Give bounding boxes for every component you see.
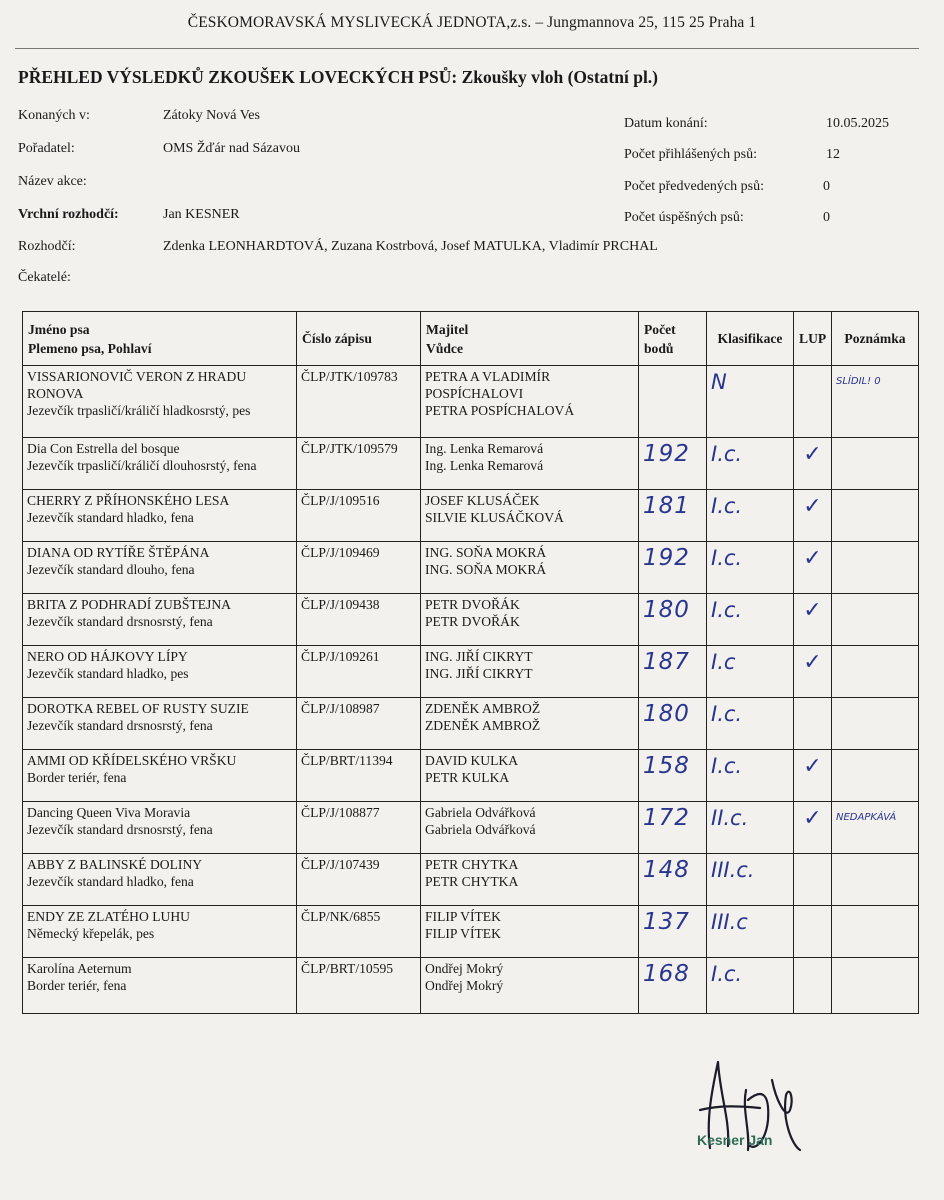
- registration-number: ČLP/J/108987: [297, 698, 421, 750]
- points-cell: [639, 906, 707, 958]
- presented-label: Počet předvedených psů:: [624, 179, 764, 194]
- note-cell: [832, 854, 919, 906]
- handler-name: PETRA POSPÍCHALOVÁ: [425, 403, 575, 418]
- points-value: 172: [643, 805, 690, 831]
- chief-judge-value: Jan KESNER: [163, 207, 240, 222]
- owner-name: PETR CHYTKA: [425, 857, 519, 872]
- col-header-name-line2: Plemeno psa, Pohlaví: [28, 340, 152, 356]
- table-row: [23, 366, 919, 438]
- owner-cell: [421, 438, 639, 490]
- dog-cell: [23, 438, 297, 490]
- classification-value: I.c.: [711, 962, 743, 986]
- dog-cell: [23, 542, 297, 594]
- col-header-points-line2: bodů: [644, 340, 674, 356]
- dog-name: NERO OD HÁJKOVY LÍPY: [27, 649, 188, 664]
- owner-cell: [421, 958, 639, 1014]
- owner-name: Ondřej Mokrý: [425, 961, 504, 976]
- points-value: 181: [643, 493, 690, 519]
- col-header-owner: [421, 312, 639, 366]
- table-row: [23, 490, 919, 542]
- dog-name: DOROTKA REBEL OF RUSTY SUZIE: [27, 701, 249, 716]
- col-header-name: [23, 312, 297, 366]
- dog-name: CHERRY Z PŘÍHONSKÉHO LESA: [27, 493, 230, 508]
- col-header-lup: LUP: [794, 312, 832, 366]
- dog-name: Dia Con Estrella del bosque: [27, 441, 180, 456]
- classification-cell: [707, 646, 794, 698]
- points-value: 187: [643, 649, 690, 675]
- points-cell: [639, 438, 707, 490]
- dog-breed: Německý křepelák, pes: [27, 926, 155, 941]
- owner-cell: [421, 750, 639, 802]
- owner-name: Gabriela Odvářková: [425, 805, 536, 820]
- points-value: 192: [643, 441, 690, 467]
- organizer-value: OMS Žďár nad Sázavou: [163, 141, 300, 156]
- dog-breed: Jezevčík standard dlouho, fena: [27, 562, 195, 577]
- dog-cell: [23, 958, 297, 1014]
- chief-judge-label: Vrchní rozhodčí:: [18, 207, 119, 222]
- points-cell: [639, 854, 707, 906]
- owner-name: DAVID KULKA: [425, 753, 519, 768]
- dog-name: ENDY ZE ZLATÉHO LUHU: [27, 909, 190, 924]
- owner-cell: [421, 854, 639, 906]
- classification-cell: [707, 750, 794, 802]
- points-cell: [639, 366, 707, 438]
- registration-number: ČLP/J/109469: [297, 542, 421, 594]
- dog-name: AMMI OD KŘÍDELSKÉHO VRŠKU: [27, 753, 237, 768]
- dog-cell: [23, 750, 297, 802]
- owner-cell: [421, 906, 639, 958]
- dog-name: Karolína Aeternum: [27, 961, 132, 976]
- dog-breed: Jezevčík standard drsnosrstý, fena: [27, 718, 213, 733]
- owner-name: PETRA A VLADIMÍR POSPÍCHALOVI: [425, 369, 551, 401]
- handler-name: PETR DVOŘÁK: [425, 614, 520, 629]
- lup-check: ✓: [803, 650, 822, 675]
- signature-stamp: Kesner Jan: [697, 1132, 773, 1148]
- dog-breed: Jezevčík standard hladko, fena: [27, 874, 194, 889]
- classification-value: I.c.: [711, 598, 743, 622]
- handler-name: PETR KULKA: [425, 770, 510, 785]
- dog-breed: Jezevčík standard drsnosrstý, fena: [27, 822, 213, 837]
- lup-cell: [794, 958, 832, 1014]
- points-cell: [639, 594, 707, 646]
- handler-name: Gabriela Odvářková: [425, 822, 536, 837]
- owner-cell: [421, 594, 639, 646]
- date-label: Datum konání:: [624, 116, 708, 131]
- candidates-label: Čekatelé:: [18, 270, 71, 285]
- lup-check: ✓: [803, 546, 822, 571]
- col-header-name-line1: Jméno psa: [28, 321, 90, 337]
- classification-value: I.c.: [711, 546, 743, 570]
- owner-name: JOSEF KLUSÁČEK: [425, 493, 540, 508]
- owner-cell: [421, 698, 639, 750]
- table-row: [23, 906, 919, 958]
- handler-name: ZDENĚK AMBROŽ: [425, 718, 541, 733]
- points-value: 168: [643, 961, 690, 987]
- registration-number: ČLP/J/109516: [297, 490, 421, 542]
- registration-number: ČLP/NK/6855: [297, 906, 421, 958]
- handler-name: SILVIE KLUSÁČKOVÁ: [425, 510, 564, 525]
- col-header-owner-line1: Majitel: [426, 321, 469, 337]
- registration-number: ČLP/BRT/11394: [297, 750, 421, 802]
- handler-name: Ing. Lenka Remarová: [425, 458, 544, 473]
- dog-breed: Jezevčík trpasličí/králičí hladkosrstý, pes: [27, 403, 251, 418]
- owner-cell: [421, 490, 639, 542]
- note-cell: [832, 438, 919, 490]
- classification-value: III.c.: [711, 858, 755, 882]
- note-cell: [832, 366, 919, 438]
- classification-cell: [707, 698, 794, 750]
- dog-breed: Jezevčík standard hladko, fena: [27, 510, 194, 525]
- classification-cell: [707, 906, 794, 958]
- lup-check: ✓: [803, 806, 822, 831]
- table-row: [23, 802, 919, 854]
- handler-name: PETR CHYTKA: [425, 874, 519, 889]
- lup-cell: [794, 366, 832, 438]
- owner-cell: [421, 366, 639, 438]
- registration-number: ČLP/J/109438: [297, 594, 421, 646]
- results-table: [22, 311, 919, 1014]
- classification-cell: [707, 594, 794, 646]
- dog-cell: [23, 646, 297, 698]
- dog-cell: [23, 906, 297, 958]
- classification-cell: [707, 802, 794, 854]
- judges-label: Rozhodčí:: [18, 239, 76, 254]
- points-value: 192: [643, 545, 690, 571]
- note-cell: [832, 906, 919, 958]
- classification-cell: [707, 490, 794, 542]
- points-value: 180: [643, 597, 690, 623]
- note-value: NEDAPKÁVÁ: [836, 812, 897, 823]
- classification-cell: [707, 366, 794, 438]
- note-cell: [832, 490, 919, 542]
- note-cell: [832, 542, 919, 594]
- lup-cell: [794, 594, 832, 646]
- venue-value: Zátoky Nová Ves: [163, 108, 260, 123]
- dog-cell: [23, 698, 297, 750]
- col-header-classification: Klasifikace: [707, 312, 794, 366]
- lup-cell: [794, 750, 832, 802]
- table-row: [23, 646, 919, 698]
- classification-cell: [707, 958, 794, 1014]
- handler-name: Ondřej Mokrý: [425, 978, 504, 993]
- registration-number: ČLP/JTK/109783: [297, 366, 421, 438]
- dog-breed: Jezevčík trpasličí/králičí dlouhosrstý, fena: [27, 458, 257, 473]
- organizer-label: Pořadatel:: [18, 141, 75, 156]
- handler-name: FILIP VÍTEK: [425, 926, 501, 941]
- handler-name: ING. JIŘÍ CIKRYT: [425, 666, 533, 681]
- registration-number: ČLP/J/108877: [297, 802, 421, 854]
- owner-cell: [421, 802, 639, 854]
- owner-cell: [421, 646, 639, 698]
- dog-breed: Border teriér, fena: [27, 770, 127, 785]
- dog-name: Dancing Queen Viva Moravia: [27, 805, 191, 820]
- owner-name: ING. SOŇA MOKRÁ: [425, 545, 547, 560]
- classification-value: N: [711, 370, 727, 394]
- page-title: PŘEHLED VÝSLEDKŮ ZKOUŠEK LOVECKÝCH PSŮ: Zkoušky vloh (Ostatní pl.): [18, 67, 659, 87]
- lup-check: ✓: [803, 494, 822, 519]
- dog-name: BRITA Z PODHRADÍ ZUBŠTEJNA: [27, 597, 231, 612]
- table-row: [23, 750, 919, 802]
- note-cell: [832, 646, 919, 698]
- owner-name: ZDENĚK AMBROŽ: [425, 701, 541, 716]
- note-cell: [832, 698, 919, 750]
- dog-name: VISSARIONOVIČ VERON Z HRADU RONOVA: [27, 369, 247, 401]
- points-cell: [639, 490, 707, 542]
- event-name-label: Název akce:: [18, 174, 87, 189]
- lup-cell: [794, 906, 832, 958]
- header-divider: [15, 48, 919, 49]
- table-row: [23, 854, 919, 906]
- col-header-owner-line2: Vůdce: [426, 340, 464, 356]
- lup-check: ✓: [803, 598, 822, 623]
- registration-number: ČLP/BRT/10595: [297, 958, 421, 1014]
- dog-name: DIANA OD RYTÍŘE ŠTĚPÁNA: [27, 545, 210, 560]
- dog-cell: [23, 854, 297, 906]
- classification-value: II.c.: [711, 806, 749, 830]
- lup-cell: [794, 646, 832, 698]
- points-cell: [639, 958, 707, 1014]
- dog-cell: [23, 366, 297, 438]
- points-value: 180: [643, 701, 690, 727]
- owner-name: Ing. Lenka Remarová: [425, 441, 544, 456]
- dog-breed: Jezevčík standard hladko, pes: [27, 666, 189, 681]
- owner-name: FILIP VÍTEK: [425, 909, 501, 924]
- lup-check: ✓: [803, 442, 822, 467]
- dog-breed: Jezevčík standard drsnosrstý, fena: [27, 614, 213, 629]
- points-cell: [639, 698, 707, 750]
- table-row: [23, 438, 919, 490]
- owner-name: PETR DVOŘÁK: [425, 597, 520, 612]
- lup-cell: [794, 854, 832, 906]
- note-cell: [832, 802, 919, 854]
- classification-cell: [707, 438, 794, 490]
- dog-cell: [23, 802, 297, 854]
- classification-cell: [707, 854, 794, 906]
- dog-cell: [23, 490, 297, 542]
- successful-value: 0: [823, 210, 830, 225]
- registration-number: ČLP/J/109261: [297, 646, 421, 698]
- note-cell: [832, 750, 919, 802]
- judges-value: Zdenka LEONHARDTOVÁ, Zuzana Kostrbová, Josef MATULKA, Vladimír PRCHAL: [163, 239, 658, 254]
- table-header-row: [23, 312, 919, 366]
- table-row: [23, 958, 919, 1014]
- classification-value: I.c.: [711, 754, 743, 778]
- classification-cell: [707, 542, 794, 594]
- lup-cell: [794, 802, 832, 854]
- points-value: 137: [643, 909, 690, 935]
- classification-value: I.c.: [711, 442, 743, 466]
- col-header-reg: Číslo zápisu: [297, 312, 421, 366]
- presented-value: 0: [823, 179, 830, 194]
- registered-label: Počet přihlášených psů:: [624, 147, 757, 162]
- points-value: 158: [643, 753, 690, 779]
- note-cell: [832, 594, 919, 646]
- table-row: [23, 594, 919, 646]
- date-value: 10.05.2025: [826, 116, 889, 131]
- organization-header: ČESKOMORAVSKÁ MYSLIVECKÁ JEDNOTA,z.s. – Jungmannova 25, 115 25 Praha 1: [187, 14, 757, 31]
- dog-breed: Border teriér, fena: [27, 978, 127, 993]
- dog-cell: [23, 594, 297, 646]
- successful-label: Počet úspěšných psů:: [624, 210, 744, 225]
- handler-name: ING. SOŇA MOKRÁ: [425, 562, 547, 577]
- lup-cell: [794, 698, 832, 750]
- note-value: SLÍDIL! 0: [836, 376, 881, 387]
- registration-number: ČLP/J/107439: [297, 854, 421, 906]
- table-row: [23, 698, 919, 750]
- col-header-points: [639, 312, 707, 366]
- lup-cell: [794, 542, 832, 594]
- registration-number: ČLP/JTK/109579: [297, 438, 421, 490]
- registered-value: 12: [826, 147, 840, 162]
- dog-name: ABBY Z BALINSKÉ DOLINY: [27, 857, 203, 872]
- lup-check: ✓: [803, 754, 822, 779]
- points-cell: [639, 802, 707, 854]
- venue-label: Konaných v:: [18, 108, 90, 123]
- points-cell: [639, 646, 707, 698]
- points-cell: [639, 750, 707, 802]
- classification-value: I.c.: [711, 494, 743, 518]
- col-header-points-line1: Počet: [644, 321, 676, 337]
- points-value: 148: [643, 857, 690, 883]
- points-cell: [639, 542, 707, 594]
- table-row: [23, 542, 919, 594]
- classification-value: III.c: [711, 910, 748, 934]
- note-cell: [832, 958, 919, 1014]
- owner-name: ING. JIŘÍ CIKRYT: [425, 649, 533, 664]
- owner-cell: [421, 542, 639, 594]
- lup-cell: [794, 490, 832, 542]
- col-header-note: Poznámka: [832, 312, 919, 366]
- lup-cell: [794, 438, 832, 490]
- classification-value: I.c.: [711, 702, 743, 726]
- classification-value: I.c: [711, 650, 736, 674]
